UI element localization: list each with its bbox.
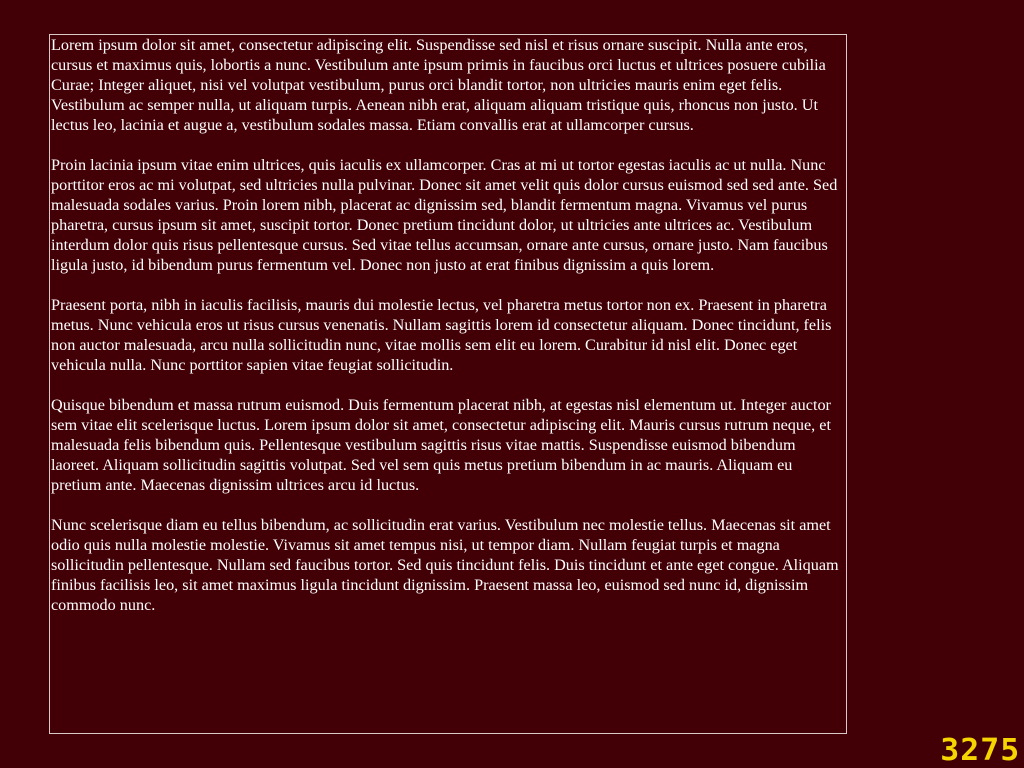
paragraph-5: Nunc scelerisque diam eu tellus bibendum, ac sollicitudin erat varius. Vestibulum nec molestie tellus. Maecenas sit amet odio quis nulla molestie molestie. Vivamus sit amet tempus nisi, ut tempor diam. Nullam feugiat turpis et magna sollicitudin pellentesque. Nullam sed faucibus tortor. Sed quis tincidunt felis. Duis tincidunt et ante eget congue. Aliquam finibus facilisis leo, sit amet maximus ligula tincidunt dignissim. Praesent massa leo, euismod sed nunc id, dignissim commodo nunc.: [51, 516, 839, 614]
paragraph-3: Praesent porta, nibh in iaculis facilisis, mauris dui molestie lectus, vel pharetra metus tortor non ex. Praesent in pharetra metus. Nunc vehicula eros ut risus cursus venenatis. Nullam sagittis lorem id consectetur aliquam. Donec tincidunt, felis non auctor malesuada, arcu nulla sollicitudin nunc, vitae mollis sem elit eu lorem. Curabitur id nisl elit. Donec eget vehicula nulla. Nunc porttitor sapien vitae feugiat sollicitudin.: [51, 296, 832, 374]
frame-counter: 3275: [939, 733, 1020, 768]
paragraph-1: Lorem ipsum dolor sit amet, consectetur adipiscing elit. Suspendisse sed nisl et risus ornare suscipit. Nulla ante eros, cursus et maximus quis, lobortis a nunc. Vestibulum ante ipsum primis in faucibus orci luctus et ultrices posuere cubilia Curae; Integer aliquet, nisi vel volutpat vestibulum, purus orci blandit tortor, non ultricies mauris enim eget felis. Vestibulum ac semper nulla, ut aliquam turpis. Aenean nibh erat, aliquam aliquam tristique quis, rhoncus non justo. Ut lectus leo, lacinia et augue a, vestibulum sodales massa. Etiam convallis erat at ullamcorper cursus.: [51, 36, 826, 134]
paragraph-2: Proin lacinia ipsum vitae enim ultrices, quis iaculis ex ullamcorper. Cras at mi ut tortor egestas iaculis ac ut nulla. Nunc porttitor eros ac mi volutpat, sed ultricies nulla pulvinar. Donec sit amet velit quis dolor cursus euismod sed sed ante. Sed malesuada sodales varius. Proin lorem nibh, placerat ac dignissim sed, blandit fermentum magna. Vivamus vel purus pharetra, cursus ipsum sit amet, suscipit tortor. Donec pretium tincidunt dolor, ut ultricies ante ultrices ac. Vestibulum interdum dolor quis risus pellentesque cursus. Sed vitae tellus accumsan, ornare ante cursus, ornare justo. Nam faucibus ligula justo, id bibendum purus fermentum vel. Donec non justo at erat finibus dignissim a quis lorem.: [51, 156, 838, 274]
paragraph-4: Quisque bibendum et massa rutrum euismod. Duis fermentum placerat nibh, at egestas nisl elementum ut. Integer auctor sem vitae elit scelerisque luctus. Lorem ipsum dolor sit amet, consectetur adipiscing elit. Mauris cursus rutrum neque, et malesuada felis bibendum quis. Pellentesque vestibulum sagittis risus vitae mattis. Suspendisse euismod bibendum laoreet. Aliquam sollicitudin sagittis volutpat. Sed vel sem quis metus pretium bibendum in ac mauris. Aliquam eu pretium ante. Maecenas dignissim ultrices arcu id luctus.: [51, 396, 831, 494]
text-document-box[interactable]: [49, 34, 847, 734]
